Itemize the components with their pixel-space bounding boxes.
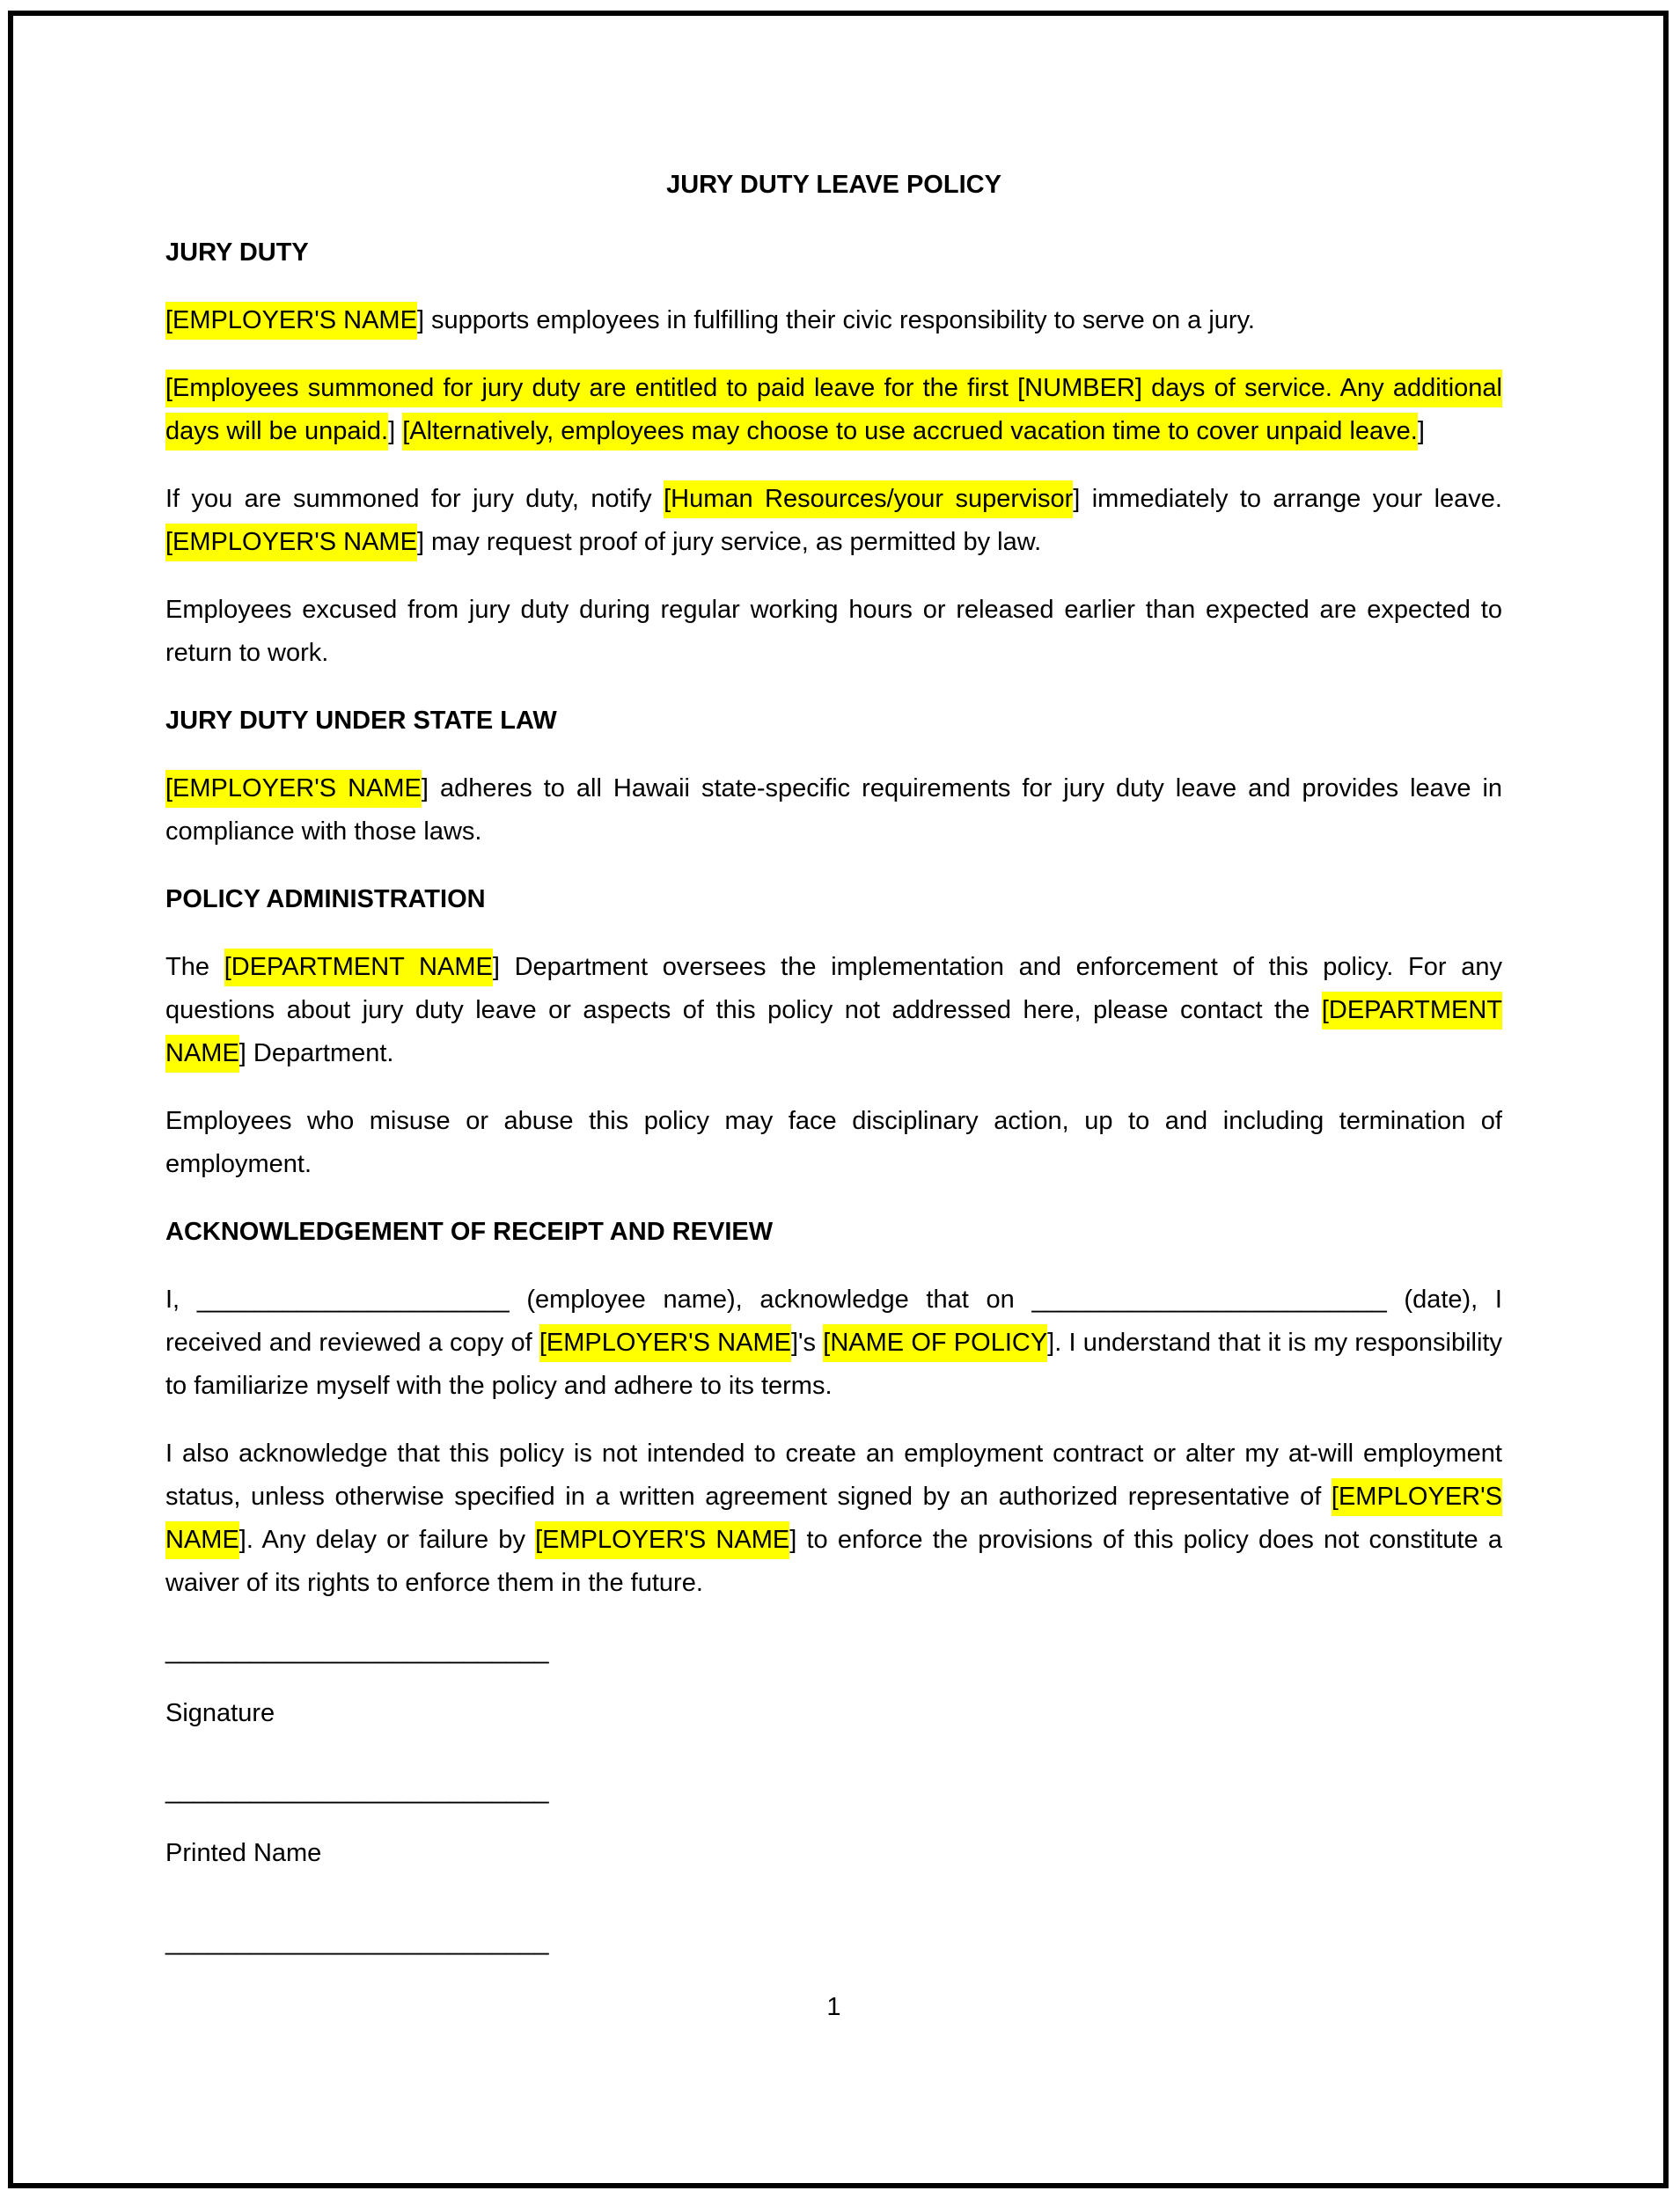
- text-run: Employees excused from jury duty during regular working hours or released earlier than expected are expected to return to work.: [165, 596, 1502, 667]
- signature-label: Signature: [165, 1699, 275, 1727]
- text-run: ] to enforce the provisions of this policy does not constitute a waiver of its rights to enforce them in the future.: [165, 1526, 1502, 1597]
- highlight-employers-name: [EMPLOYER'S NAME: [165, 524, 417, 561]
- text-run: ]'s: [790, 1329, 824, 1357]
- paragraph-acknowledgement: [165, 1279, 1502, 1408]
- text-run: ]. Any delay or failure by: [238, 1526, 536, 1554]
- highlight-employers-name: [EMPLOYER'S NAME: [535, 1521, 789, 1559]
- text-run: ]: [388, 417, 403, 445]
- date-line: ___________________________: [165, 1928, 549, 1956]
- paragraph-hawaii-requirements: [165, 767, 1502, 854]
- signature-line: ___________________________: [165, 1637, 549, 1665]
- paragraph-disciplinary-action: [165, 1100, 1502, 1186]
- text-run: ]: [1417, 417, 1425, 445]
- text-run: If you are summoned for jury duty, notify: [165, 485, 664, 513]
- text-run: (date), I received and reviewed a copy of: [165, 1286, 1502, 1357]
- section-heading-state-law: JURY DUTY UNDER STATE LAW: [165, 707, 557, 735]
- highlight-employers-name: [EMPLOYER'S NAME: [165, 302, 417, 340]
- document-content: [165, 164, 1502, 2029]
- paragraph-at-will: [165, 1432, 1502, 1605]
- blank-employee-name: ______________________: [196, 1286, 510, 1314]
- highlight-employers-name: [EMPLOYER'S NAME: [165, 770, 422, 808]
- highlight-department-name: [DEPARTMENT NAME: [165, 992, 1502, 1073]
- text-run: ] immediately to arrange your leave.: [1073, 485, 1502, 513]
- highlight-department-name: [DEPARTMENT NAME: [224, 949, 493, 986]
- text-run: ] Department.: [238, 1039, 394, 1067]
- text-run: I also acknowledge that this policy is not intended to create an employment contract or alter my at-will employment status, unless otherwise specified in a written agreement signed by an authorized representative of: [165, 1440, 1502, 1511]
- text-run: I,: [165, 1286, 197, 1314]
- section-heading-acknowledgement: ACKNOWLEDGEMENT OF RECEIPT AND REVIEW: [165, 1218, 774, 1246]
- text-run: Employees who misuse or abuse this policy may face disciplinary action, up to and including termination of employment.: [165, 1107, 1502, 1178]
- highlight-employers-name: [EMPLOYER'S NAME: [165, 1478, 1502, 1559]
- highlight-vacation-clause: [Alternatively, employees may choose to use accrued vacation time to cover unpaid leave.: [402, 413, 1418, 451]
- text-run: (employee name), acknowledge that on: [509, 1286, 1032, 1314]
- text-run: ] supports employees in fulfilling their civic responsibility to serve on a jury.: [416, 306, 1255, 334]
- highlight-human-resources: [Human Resources/your supervisor: [664, 480, 1073, 518]
- printed-name-line: ___________________________: [165, 1777, 549, 1805]
- section-heading-policy-administration: POLICY ADMINISTRATION: [165, 885, 486, 913]
- paragraph-department-oversees: [165, 946, 1502, 1075]
- text-run: ] Department oversees the implementation and enforcement of this policy. For any questions about jury duty leave or aspects of this policy not addressed here, please contact the: [165, 953, 1502, 1024]
- text-run: ] may request proof of jury service, as permitted by law.: [416, 528, 1042, 556]
- text-run: ]. I understand that it is my responsibility to familiarize myself with the policy and adhere to its terms.: [165, 1329, 1502, 1400]
- paragraph-notify-supervisor: [165, 478, 1502, 564]
- section-heading-jury-duty: JURY DUTY: [165, 238, 309, 267]
- highlight-name-of-policy: [NAME OF POLICY: [823, 1324, 1047, 1362]
- text-run: ] adheres to all Hawaii state-specific requirements for jury duty leave and provides leave in compliance with those laws.: [165, 774, 1503, 846]
- printed-name-label: Printed Name: [165, 1839, 322, 1867]
- text-run: The: [165, 953, 224, 981]
- paragraph-employer-supports: [165, 299, 1502, 342]
- blank-date: _________________________: [1031, 1286, 1387, 1314]
- paragraph-paid-leave-options: [165, 367, 1502, 453]
- document-title: JURY DUTY LEAVE POLICY: [666, 171, 1001, 199]
- highlight-paid-leave-clause: [Employees summoned for jury duty are entitled to paid leave for the first [NUMBER] days of service. Any additional days will be unpaid.: [165, 370, 1502, 451]
- paragraph-return-to-work: [165, 589, 1502, 675]
- page-number: 1: [826, 1993, 841, 2021]
- highlight-employers-name: [EMPLOYER'S NAME: [539, 1324, 791, 1362]
